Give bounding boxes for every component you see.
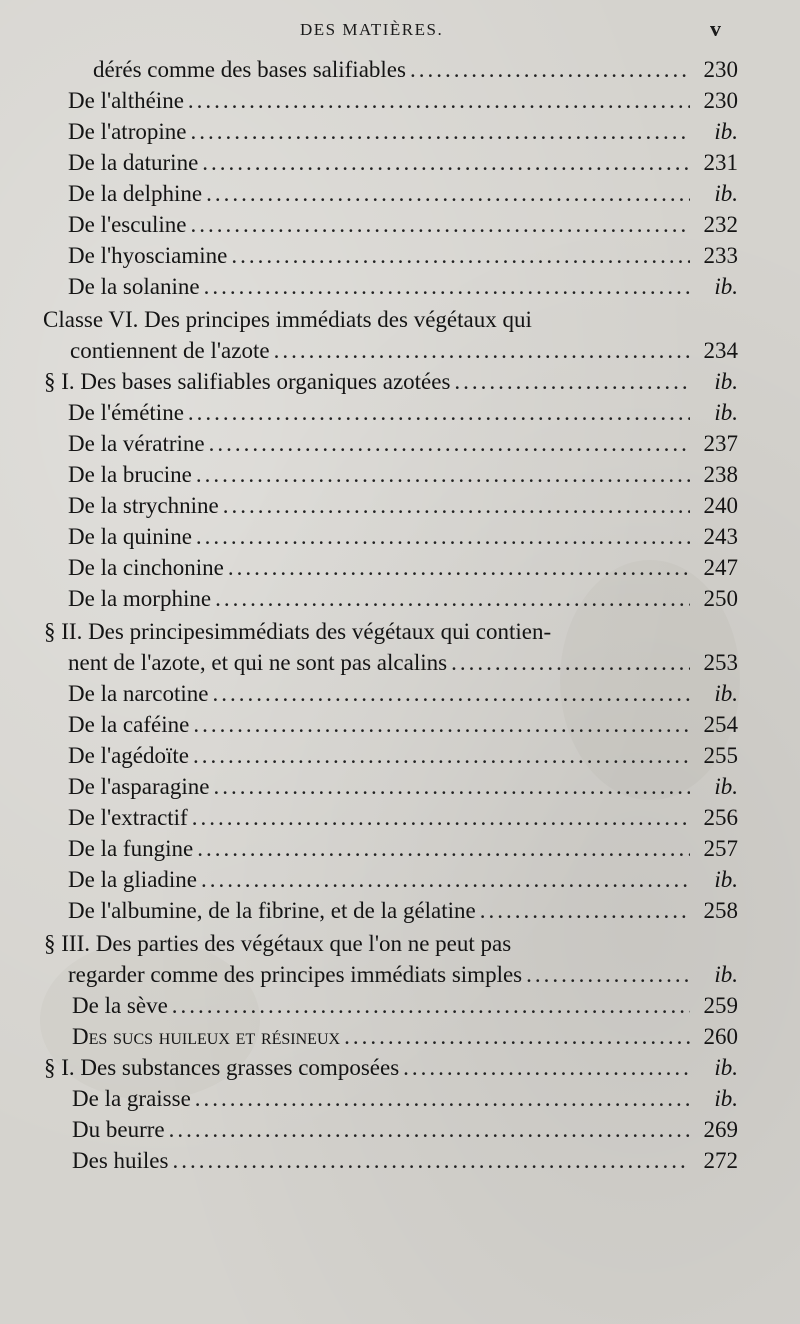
toc-entry-heading (44, 617, 738, 647)
entry-title: dérés comme des bases salifiables (93, 57, 406, 82)
toc-entry (72, 1115, 738, 1145)
toc-entry (68, 86, 738, 116)
entry-title: nent de l'azote, et qui ne sont pas alcalins (68, 650, 448, 675)
entry-title: § I. Des bases salifiables organiques azotées (44, 369, 451, 394)
toc-entry (68, 710, 738, 740)
entry-title: De l'albumine, de la fibrine, et de la gélatine (68, 898, 476, 923)
entry-page: ib. (714, 681, 738, 706)
toc-entry-heading (43, 305, 738, 335)
entry-page: ib. (714, 867, 738, 892)
entry-title: De l'atropine (68, 119, 187, 144)
entry-title: regarder comme des principes immédiats simples (68, 962, 523, 987)
entry-title: De la delphine (68, 181, 203, 206)
toc-entry (68, 429, 738, 459)
entry-page: 259 (703, 993, 738, 1018)
dot-leader (196, 460, 690, 490)
entry-title: De la vératrine (68, 431, 205, 456)
dot-leader (213, 772, 690, 802)
entry-title: De la sève (72, 993, 168, 1018)
entry-title: De la solanine (68, 274, 200, 299)
dot-leader (204, 272, 690, 302)
toc-entry (68, 896, 738, 926)
entry-title: De la narcotine (68, 681, 209, 706)
dot-leader (172, 991, 690, 1021)
dot-leader (190, 210, 690, 240)
entry-title: De l'hyosciamine (68, 243, 228, 268)
entry-title: Du beurre (72, 1117, 165, 1142)
toc-entry (72, 991, 738, 1021)
entry-title: De la graisse (72, 1086, 191, 1111)
dot-leader (169, 1115, 690, 1145)
toc-entry (68, 865, 738, 895)
entry-page: ib. (714, 400, 738, 425)
dot-leader (188, 398, 690, 428)
toc-entry (68, 741, 738, 771)
entry-page: 255 (703, 743, 738, 768)
dot-leader (526, 960, 690, 990)
dot-leader (172, 1146, 690, 1176)
toc-entry (68, 210, 738, 240)
entry-title: De la strychnine (68, 493, 219, 518)
page-number: v (710, 16, 721, 41)
dot-leader (202, 148, 690, 178)
toc-entry (68, 772, 738, 802)
toc-entry (68, 179, 738, 209)
entry-page: 230 (703, 57, 738, 82)
dot-leader (197, 834, 690, 864)
dot-leader (190, 117, 690, 147)
entry-page: 253 (703, 650, 738, 675)
entry-title: De la daturine (68, 150, 199, 175)
dot-leader (195, 1084, 690, 1114)
toc-entry (68, 148, 738, 178)
entry-page: ib. (714, 181, 738, 206)
dot-leader (451, 648, 690, 678)
entry-title: De l'agédoïte (68, 743, 190, 768)
dot-leader (209, 429, 690, 459)
entry-page: 247 (703, 555, 738, 580)
entry-page: 254 (703, 712, 738, 737)
entry-page: 238 (703, 462, 738, 487)
toc-entry (68, 960, 738, 990)
entry-page: ib. (714, 1055, 738, 1080)
entry-title: Classe VI. Des principes immédiats des végétaux qui (43, 307, 532, 332)
toc-entry (68, 584, 738, 614)
dot-leader (193, 710, 690, 740)
toc-entry (44, 1053, 738, 1083)
entry-title: De l'esculine (68, 212, 187, 237)
toc-entry (68, 241, 738, 271)
dot-leader (192, 803, 690, 833)
dot-leader (196, 522, 690, 552)
toc-entry (68, 460, 738, 490)
entry-title: De la gliadine (68, 867, 198, 892)
entry-page: 257 (703, 836, 738, 861)
dot-leader (215, 584, 690, 614)
toc-entry (68, 522, 738, 552)
toc-entry (44, 367, 738, 397)
dot-leader (231, 241, 690, 271)
dot-leader (410, 55, 690, 85)
entry-page: ib. (714, 119, 738, 144)
dot-leader (212, 679, 690, 709)
entry-page: 250 (703, 586, 738, 611)
entry-title: De l'extractif (68, 805, 188, 830)
entry-page: ib. (714, 774, 738, 799)
entry-title: contiennent de l'azote (70, 338, 270, 363)
entry-page: 256 (703, 805, 738, 830)
dot-leader (193, 741, 690, 771)
running-title: DES MATIÈRES. (300, 20, 444, 39)
toc-entry (68, 679, 738, 709)
entry-title: § II. Des principesimmédiats des végétaux qui contien- (44, 619, 552, 644)
dot-leader (201, 865, 690, 895)
entry-page: 240 (703, 493, 738, 518)
entry-title: § III. Des parties des végétaux que l'on ne peut pas (44, 931, 512, 956)
entry-title: De la fungine (68, 836, 194, 861)
dot-leader (188, 86, 690, 116)
dot-leader (274, 336, 690, 366)
entry-title: De l'asparagine (68, 774, 210, 799)
entry-title: De la quinine (68, 524, 192, 549)
dot-leader (454, 367, 690, 397)
toc-entry (68, 117, 738, 147)
toc-entry (68, 834, 738, 864)
entry-page: 231 (703, 150, 738, 175)
entry-title: Des sucs huileux et résineux (72, 1024, 341, 1049)
entry-title: De la morphine (68, 586, 212, 611)
entry-title: De l'émétine (68, 400, 184, 425)
entry-title: Des huiles (72, 1148, 169, 1173)
running-header (0, 16, 800, 46)
entry-page: ib. (714, 274, 738, 299)
toc-entry (72, 1022, 738, 1052)
toc-entry (68, 553, 738, 583)
entry-page: ib. (714, 369, 738, 394)
toc-entry (68, 272, 738, 302)
dot-leader (228, 553, 690, 583)
entry-page: 237 (703, 431, 738, 456)
entry-page: 272 (703, 1148, 738, 1173)
entry-title: § I. Des substances grasses composées (44, 1055, 400, 1080)
toc-entry (93, 55, 738, 85)
entry-title: De l'althéine (68, 88, 184, 113)
dot-leader (206, 179, 690, 209)
entry-title: De la caféine (68, 712, 190, 737)
entry-title: De la brucine (68, 462, 192, 487)
dot-leader (344, 1022, 690, 1052)
entry-page: ib. (714, 1086, 738, 1111)
entry-page: ib. (714, 962, 738, 987)
toc-entry (68, 398, 738, 428)
dot-leader (403, 1053, 690, 1083)
dot-leader (223, 491, 690, 521)
toc-entry (70, 336, 738, 366)
toc-entry (68, 803, 738, 833)
entry-page: 233 (703, 243, 738, 268)
entry-title: De la cinchonine (68, 555, 224, 580)
entry-page: 269 (703, 1117, 738, 1142)
dot-leader (480, 896, 690, 926)
entry-page: 232 (703, 212, 738, 237)
toc-entry (68, 491, 738, 521)
entry-page: 260 (703, 1024, 738, 1049)
entry-page: 243 (703, 524, 738, 549)
toc-entry-heading (44, 929, 738, 959)
toc-entry (72, 1084, 738, 1114)
entry-page: 234 (703, 338, 738, 363)
entry-page: 230 (703, 88, 738, 113)
toc-entry (72, 1146, 738, 1176)
toc-entry (68, 648, 738, 678)
entry-page: 258 (703, 898, 738, 923)
